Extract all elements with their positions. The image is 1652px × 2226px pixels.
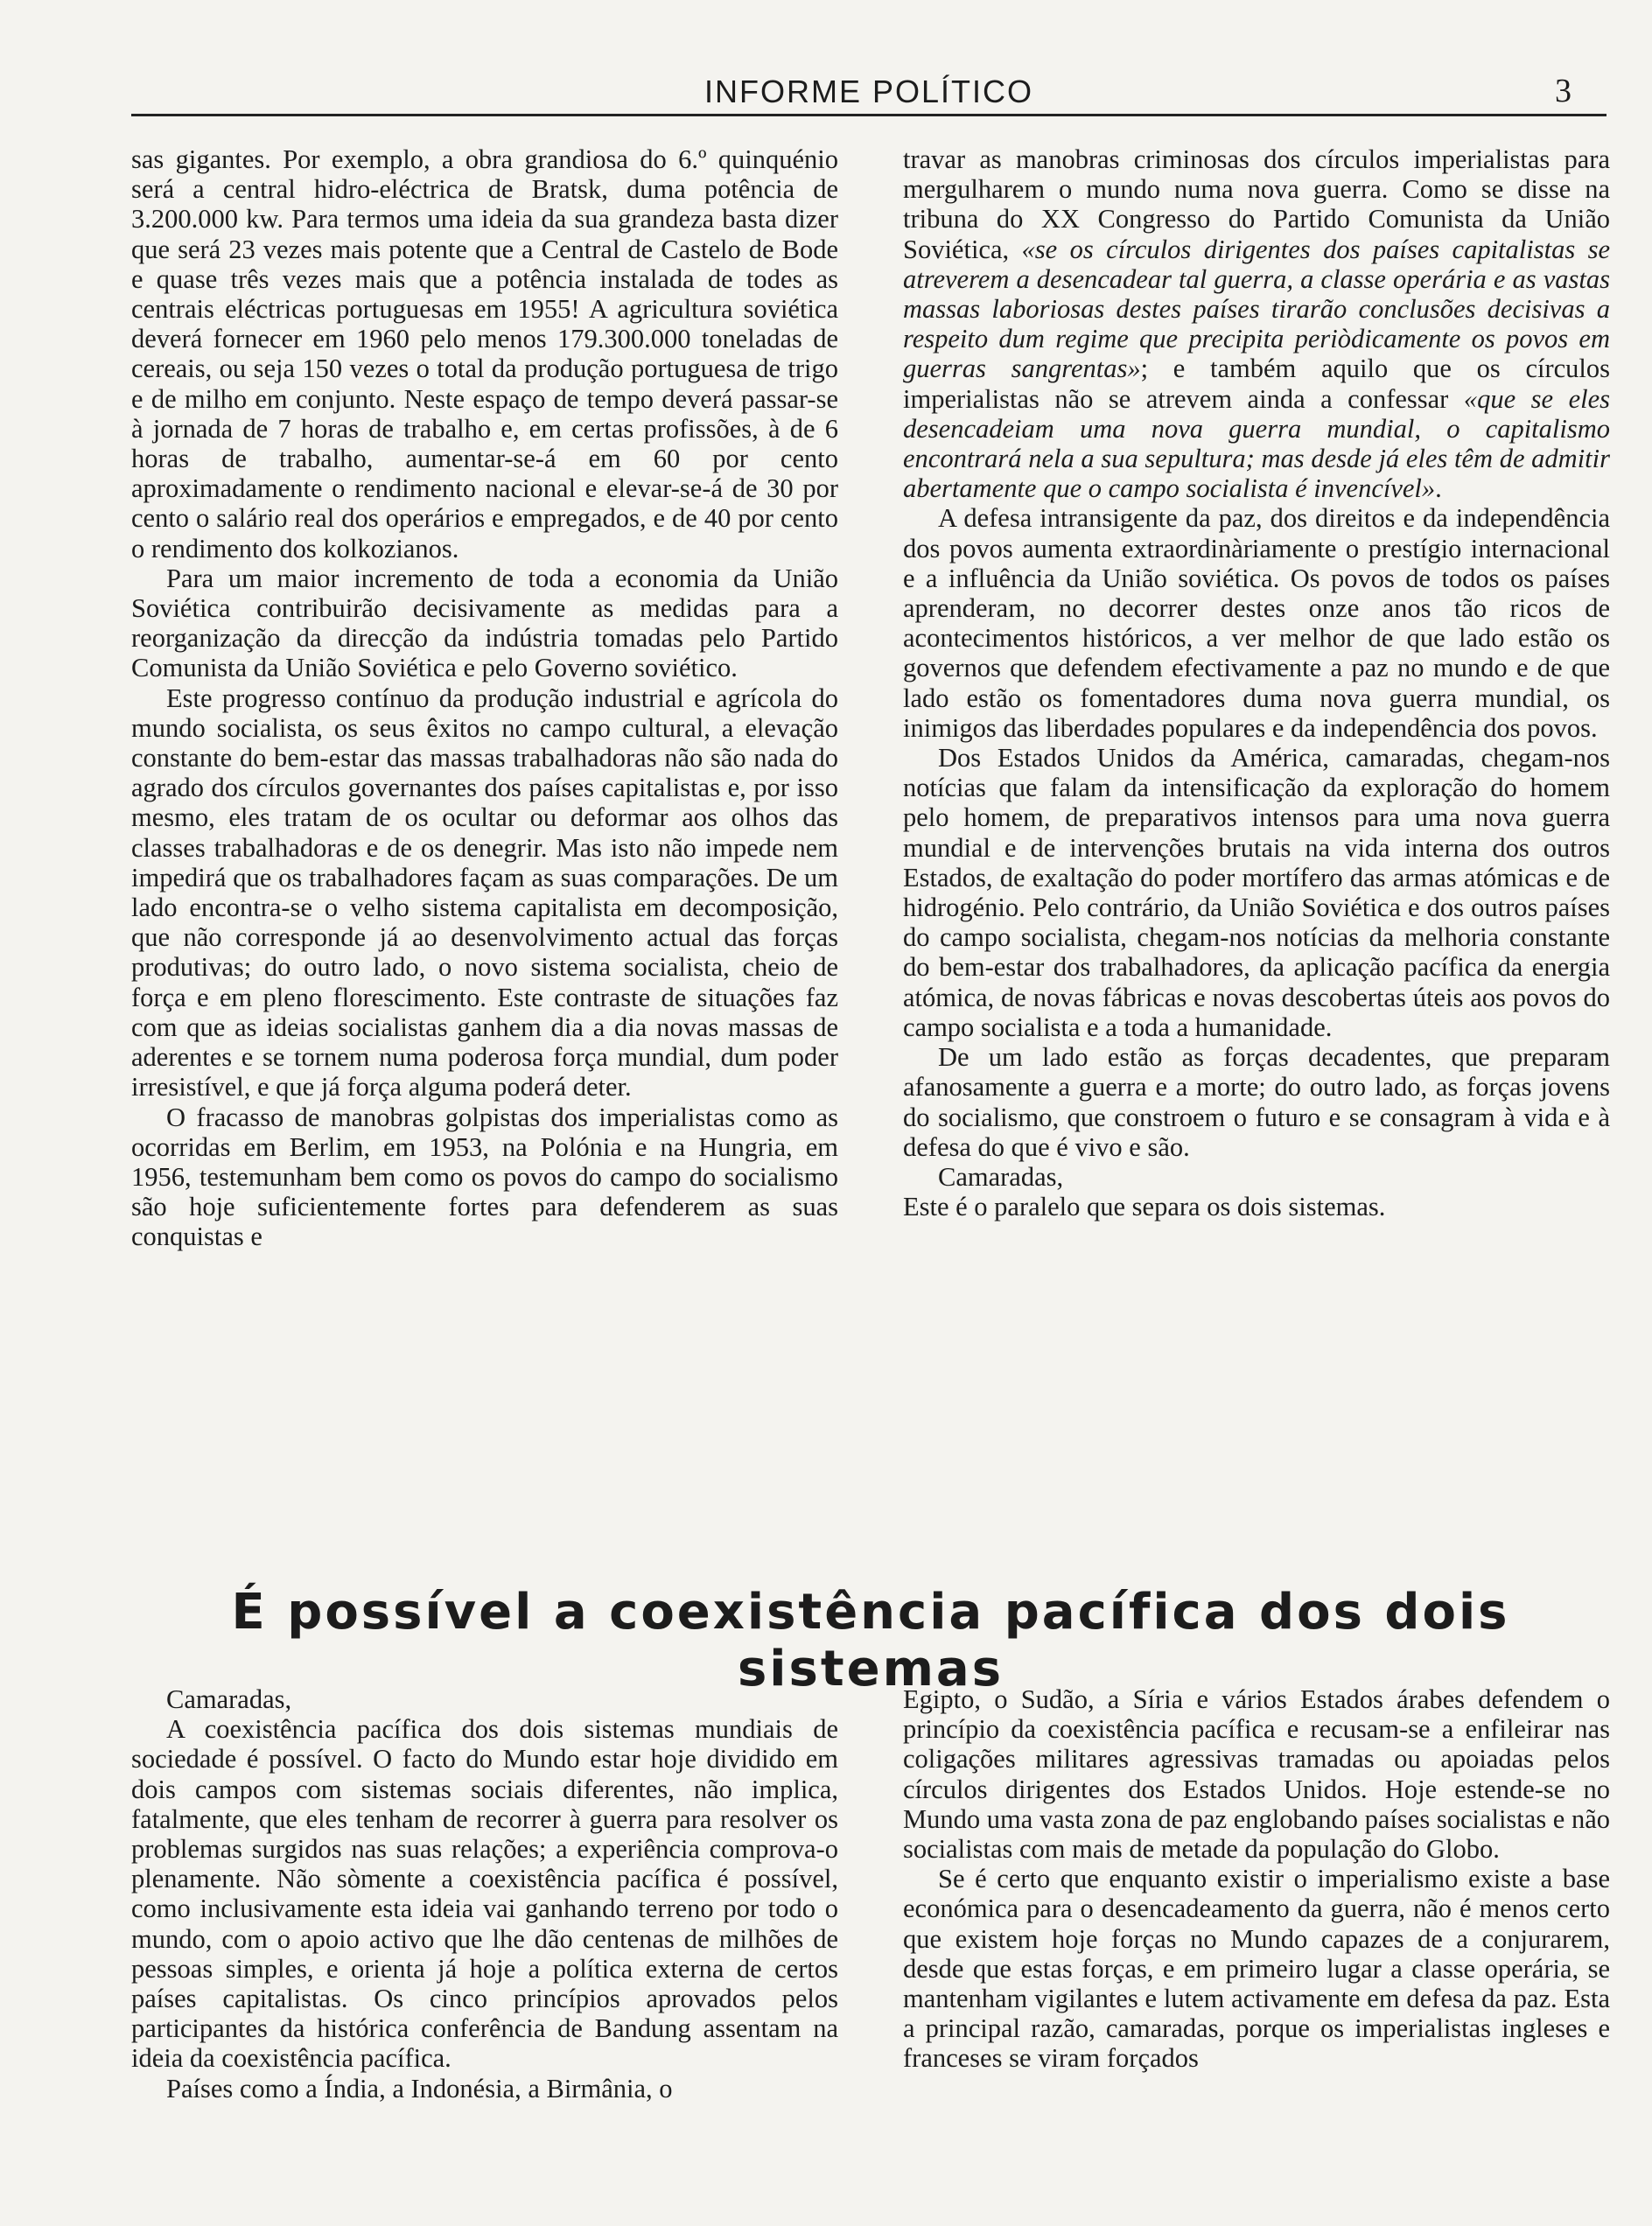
paragraph: Países como a Índia, a Indonésia, a Birmânia, o	[166, 2073, 673, 2104]
paragraph: O fracasso de manobras golpistas dos imperialistas como as ocorridas em Berlim, em 1953, na Polónia e na Hungria, em 1956, testemunham bem como os povos do campo do socialismo são hoje suficientemente fortes para defenderem as suas conquistas e	[131, 1102, 838, 1252]
paragraph: sas gigantes. Por exemplo, a obra grandiosa do 6.º quinquénio será a central hidro-eléctrica de Bratsk, duma potência de 3.200.000 kw. Para termos uma ideia da sua grandeza basta dizer que será 23 vezes mais potente que a Central de Castelo de Bode e quase três vezes mais que a potência instalada de todes as centrais eléctricas portuguesas em 1955! A agricultura soviética deverá fornecer em 1960 pelo menos 179.300.000 toneladas de cereais, ou seja 150 vezes o total da produção portuguesa de trigo e de milho em conjunto. Neste espaço de tempo deverá passar-se à jornada de 7 horas de trabalho e, em certas profissões, à de 6 horas de trabalho, aumentar-se-á em 60 por cento aproximadamente o rendimento nacional e elevar-se-á de 30 por cento o salário real dos operários e empregados, e de 40 por cento o rendimento dos kolkozianos.	[131, 144, 838, 564]
paragraph: Camaradas,	[938, 1161, 1064, 1192]
paragraph: Este é o paralelo que separa os dois sistemas.	[903, 1192, 1386, 1222]
text-run: travar as manobras criminosas dos círculos imperialistas para mergulharem o mundo numa nova guerra. Como se disse na tribuna do XX Congresso do Partido Comunista da União Soviética,	[903, 144, 1610, 264]
section-heading: É possível a coexistência pacífica dos dois sistemas	[231, 1584, 1510, 1698]
top-left-column	[131, 144, 838, 1509]
paragraph: Este progresso contínuo da produção industrial e agrícola do mundo socialista, os seus êxitos no campo cultural, a elevação constante do bem-estar das massas trabalhadoras não são nada do agrado dos círculos governantes dos países capitalistas e, por isso mesmo, eles tratam de os ocultar ou deformar aos olhos das classes trabalhadoras e de os denegrir. Mas isto não impede nem impedirá que os trabalhadores façam as suas comparações. De um lado encontra-se o velho sistema capitalista em decomposição, que não corresponde já ao desenvolvimento actual das forças produtivas; do outro lado, o novo sistema socialista, cheio de força e em pleno florescimento. Este contraste de situações faz com que as ideias socialistas ganhem dia a dia novas massas de aderentes e se tornem numa poderosa força mundial, dum poder irresistível, e que já força alguma poderá deter.	[131, 682, 838, 1102]
paragraph: Dos Estados Unidos da América, camaradas, chegam-nos notícias que falam da intensificação da exploração do homem pelo homem, de preparativos intensos para uma nova guerra mundial e de intervenções brutais na vida interna dos outros Estados, de exaltação do poder mortífero das armas atómicas e de hidrogénio. Pelo contrário, da União Soviética e dos outros países do campo socialista, chegam-nos notícias da melhoria constante do bem-estar dos trabalhadores, da aplicação pacífica da energia atómica, de novas fábricas e novas descobertas úteis aos povos do campo socialista e a toda a humanidade.	[903, 743, 1610, 1042]
paragraph: De um lado estão as forças decadentes, que preparam afanosamente a guerra e a morte; do outro lado, as forças jovens do socialismo, que constroem o futuro e se consagram à vida e à defesa do que é vivo e são.	[903, 1042, 1610, 1162]
paragraph: Egipto, o Sudão, a Síria e vários Estados árabes defendem o princípio da coexistência pacífica e recusam-se a enfileirar nas coligações militares agressivas tramadas ou apoiadas pelos círculos dirigentes dos Estados Unidos. Hoje estende-se no Mundo uma vasta zona de paz englobando países socialistas e não socialistas com mais de metade da população do Globo.	[903, 1684, 1611, 1865]
paragraph	[903, 144, 1610, 503]
bottom-left-column	[131, 1684, 838, 2209]
bottom-right-column	[903, 1684, 1610, 2209]
page-number: 3	[1555, 73, 1572, 109]
text-run: ; e também aquilo que os círculos imperialistas não se atrevem ainda a confessar	[903, 354, 1610, 414]
paragraph: A defesa intransigente da paz, dos direitos e da independência dos povos aumenta extraordinàriamente o prestígio internacional e a influência da União soviética. Os povos de todos os países aprenderam, no decorrer destes onze anos tão ricos de acontecimentos históricos, a ver melhor de que lado estão os governos que defendem efectivamente a paz no mundo e de que lado estão os fomentadores duma nova guerra mundial, os inimigos das liberdades populares e da independência dos povos.	[903, 503, 1610, 743]
top-right-column	[903, 144, 1610, 1509]
congress-quote: «se os círculos dirigentes dos países capitalistas se atreverem a desencadear tal guerra, a classe operária e as vastas massas laboriosas destes países tirarão conclusões decisivas a respeito dum regime que precipita periòdicamente os povos em guerras sangrentas»	[903, 234, 1611, 384]
running-title: INFORME POLÍTICO	[704, 74, 1034, 109]
bottom-columns	[131, 1684, 1610, 2209]
top-columns	[131, 144, 1610, 1509]
paragraph: A coexistência pacífica dos dois sistemas mundiais de sociedade é possível. O facto do Mundo estar hoje dividido em dois campos com sistemas sociais diferentes, não implica, fatalmente, que eles tenham de recorrer à guerra para resolver os problemas surgidos nas suas relações; a experiência comprova-o plenamente. Não sòmente a coexistência pacífica é possível, como inclusivamente esta ideia vai ganhando terreno por todo o mundo, com o apoio activo que lhe dão centenas de milhões de pessoas simples, e orienta já hoje a política externa de certos países capitalistas. Os cinco princípios aprovados pelos participantes da histórica conferência de Bandung assentam na ideia da coexistência pacífica.	[131, 1714, 838, 2074]
congress-quote: «que se eles desencadeiam uma nova guerra mundial, o capitalismo encontrará nela a sua sepultura; mas desde já eles têm de admitir abertamente que o campo socialista é invencível»	[903, 383, 1610, 504]
text-run: .	[1435, 473, 1442, 504]
paragraph: Se é certo que enquanto existir o imperialismo existe a base económica para o desencadeamento da guerra, não é menos certo que existem hoje forças no Mundo capazes de a conjurarem, desde que estas forças, e em primeiro lugar a classe operária, se mantenham vigilantes e lutem activamente em defesa da paz. Esta a principal razão, camaradas, porque os imperialistas ingleses e franceses se viram forçados	[903, 1864, 1610, 2074]
running-head	[131, 72, 1606, 116]
paragraph: Camaradas,	[166, 1684, 292, 1714]
paragraph: Para um maior incremento de toda a economia da União Soviética contribuirão decisivamente as medidas para a reorganização da direcção da indústria tomadas pelo Partido Comunista da União Soviética e pelo Governo soviético.	[131, 563, 838, 683]
